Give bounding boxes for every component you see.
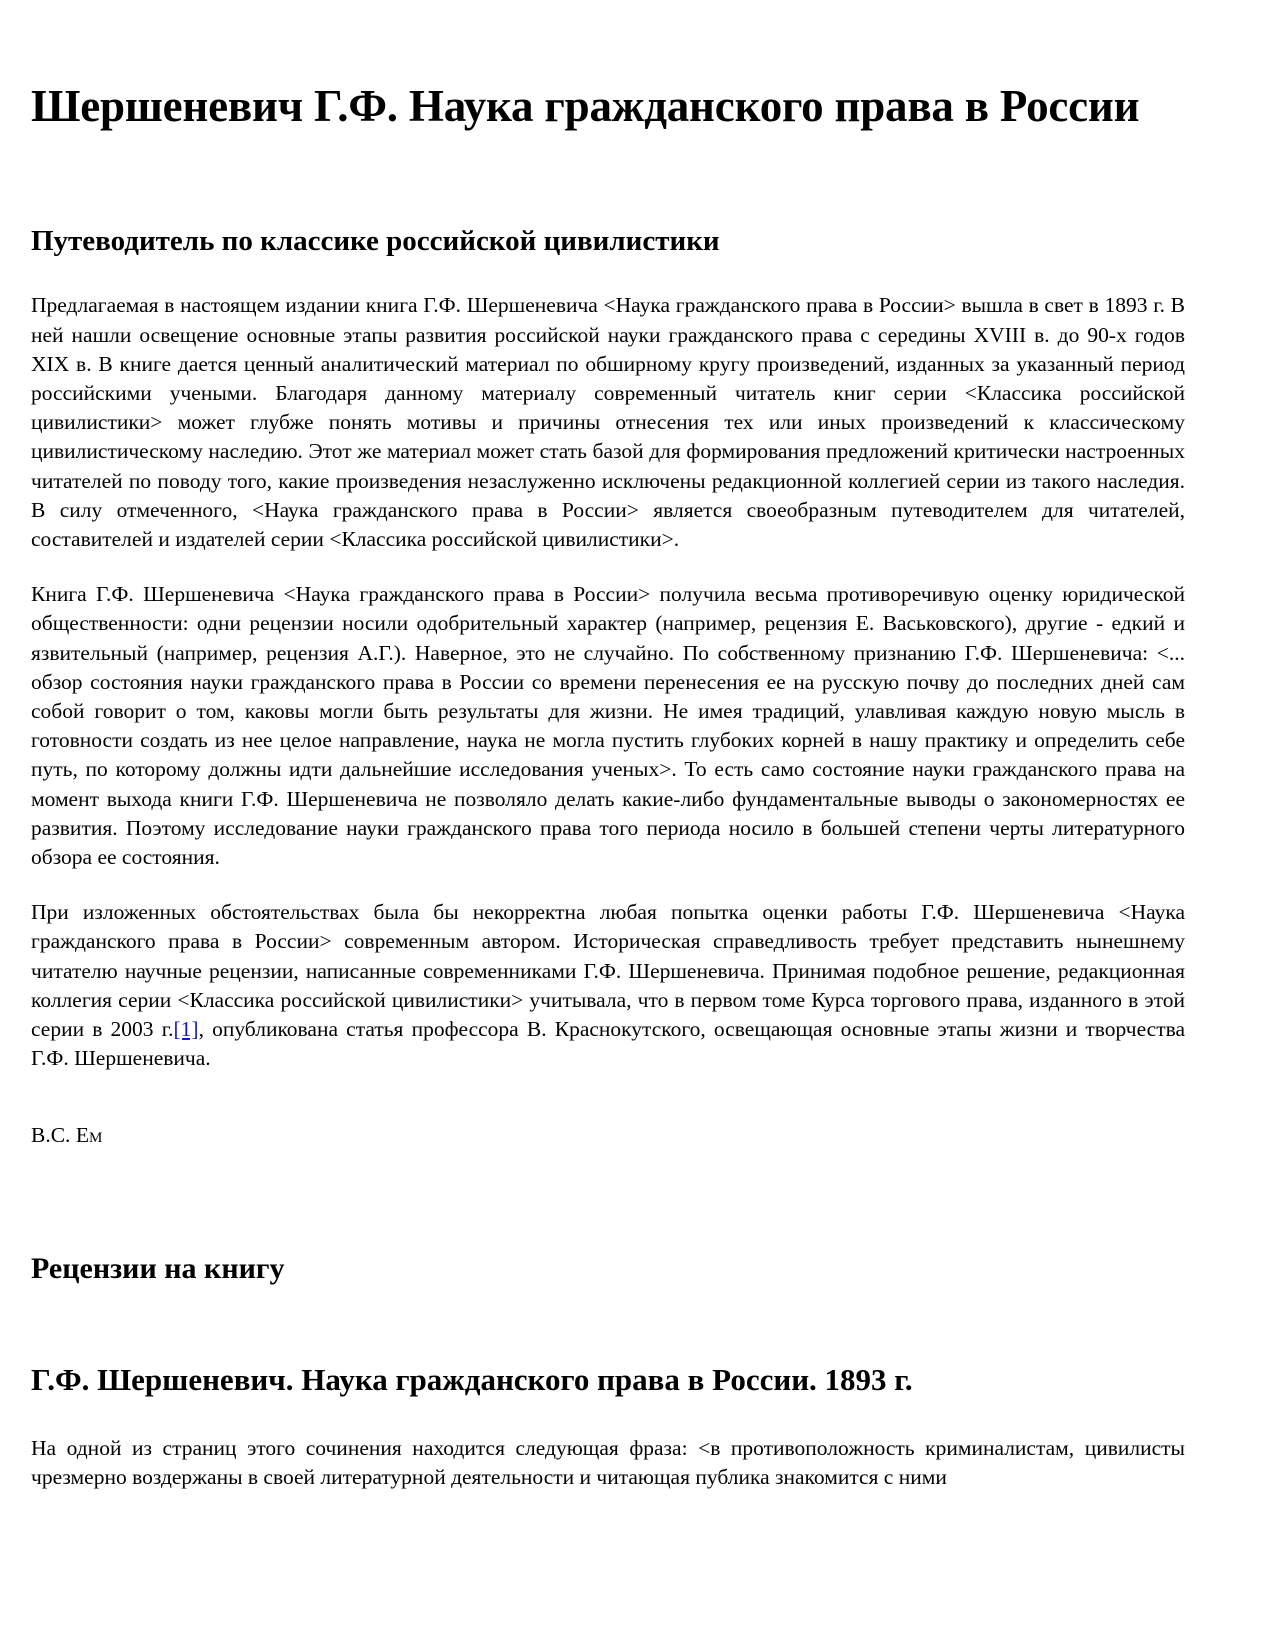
- heading-spacer: [31, 259, 1185, 291]
- review-item-title: Г.Ф. Шершеневич. Наука гражданского права в России. 1893 г.: [31, 1361, 913, 1397]
- intro-paragraph-2: Книга Г.Ф. Шершеневича <Наука гражданского права в России> получила весьма противоречивую оценку юридической общественности: одни рецензии носили одобрительный характер (например, рецензия Е. Васьковского), другие - едкий и язвительный (например, рецензия А.Г.). Наверное, это не случайно. По собственному признанию Г.Ф. Шершеневича: <... обзор состояния науки гражданского права в России со времени перенесения ее на русскую почву до последних дней сам собой говорит о том, каковы могли быть результаты для жизни. Не имея традиций, улавливая каждую новую мысль в готовности создать из нее целое направление, наука не могла пустить глубоких корней в нашу практику и определить себе путь, по которому должны идти дальнейшие исследования ученых>. То есть само состояние науки гражданского права на момент выхода книги Г.Ф. Шершеневича не позволяло делать какие-либо фундаментальные выводы о закономерностях ее развития. Поэтому исследование науки гражданского права того периода носило в большей степени черты литературного обзора ее состояния.: [31, 582, 1185, 870]
- paragraph-3-text-before-footnote: При изложенных обстоятельствах была бы некорректна любая попытка оценки работы Г.Ф. Шершеневича <Наука гражданского права в России> современным автором. Историческая справедливость требует представить нынешнему читателю научные рецензии, написанные современниками Г.Ф. Шершеневича. Принимая подобное решение, редакционная коллегия серии <Классика российской цивилистики> учитывала, что в первом томе Курса торгового права, изданного в этой серии в 2003 г.: [31, 900, 1185, 1042]
- intro-paragraph-3: [31, 898, 1185, 1073]
- signature-surname: Ем: [75, 1123, 103, 1148]
- footnote-reference-link[interactable]: [1]: [173, 1017, 199, 1042]
- page-title: Шершеневич Г.Ф. Наука гражданского права в России: [31, 81, 1140, 131]
- reviews-top-gap: [31, 1151, 1185, 1251]
- signature-gap: [31, 1099, 1185, 1121]
- paragraph-3-text-after-footnote: , опубликована статья профессора В. Краснокутского, освещающая основные этапы жизни и творчества Г.Ф. Шершеневича.: [31, 1017, 1185, 1071]
- reviews-section-heading: Рецензии на книгу: [31, 1251, 285, 1285]
- guide-section-heading: Путеводитель по классике российской цивилистики: [31, 225, 720, 258]
- author-signature: [31, 1121, 1185, 1150]
- signature-initials: В.С.: [31, 1123, 76, 1148]
- title-spacer: [31, 135, 1185, 223]
- reviews-heading-gap: [31, 1287, 1185, 1361]
- intro-paragraph-1: Предлагаемая в настоящем издании книга Г.Ф. Шершеневича <Наука гражданского права в России> вышла в свет в 1893 г. В ней нашли освещение основные этапы развития российской науки гражданского права с середины XVIII в. до 90-х годов XIX в. В книге дается ценный аналитический материал по обширному кругу произведений, изданных за указанный период российскими учеными. Благодаря данному материалу современный читатель книг серии <Классика российской цивилистики> может глубже понять мотивы и причины отнесения тех или иных произведений к классическому цивилистическому наследию. Этот же материал может стать базой для формирования предложений критически настроенных читателей по поводу того, какие произведения незаслуженно исключены редакционной коллегией серии из такого наследия. В силу отмеченного, <Наука гражданского права в России> является своеобразным путеводителем для читателей, составителей и издателей серии <Классика российской цивилистики>.: [31, 293, 1185, 552]
- review-title-gap: [31, 1398, 1185, 1434]
- review-paragraph: На одной из страниц этого сочинения находится следующая фраза: <в противоположность криминалистам, цивилисты чрезмерно воздержаны в своей литературной деятельности и читающая публика знакомится с ними: [31, 1435, 1185, 1490]
